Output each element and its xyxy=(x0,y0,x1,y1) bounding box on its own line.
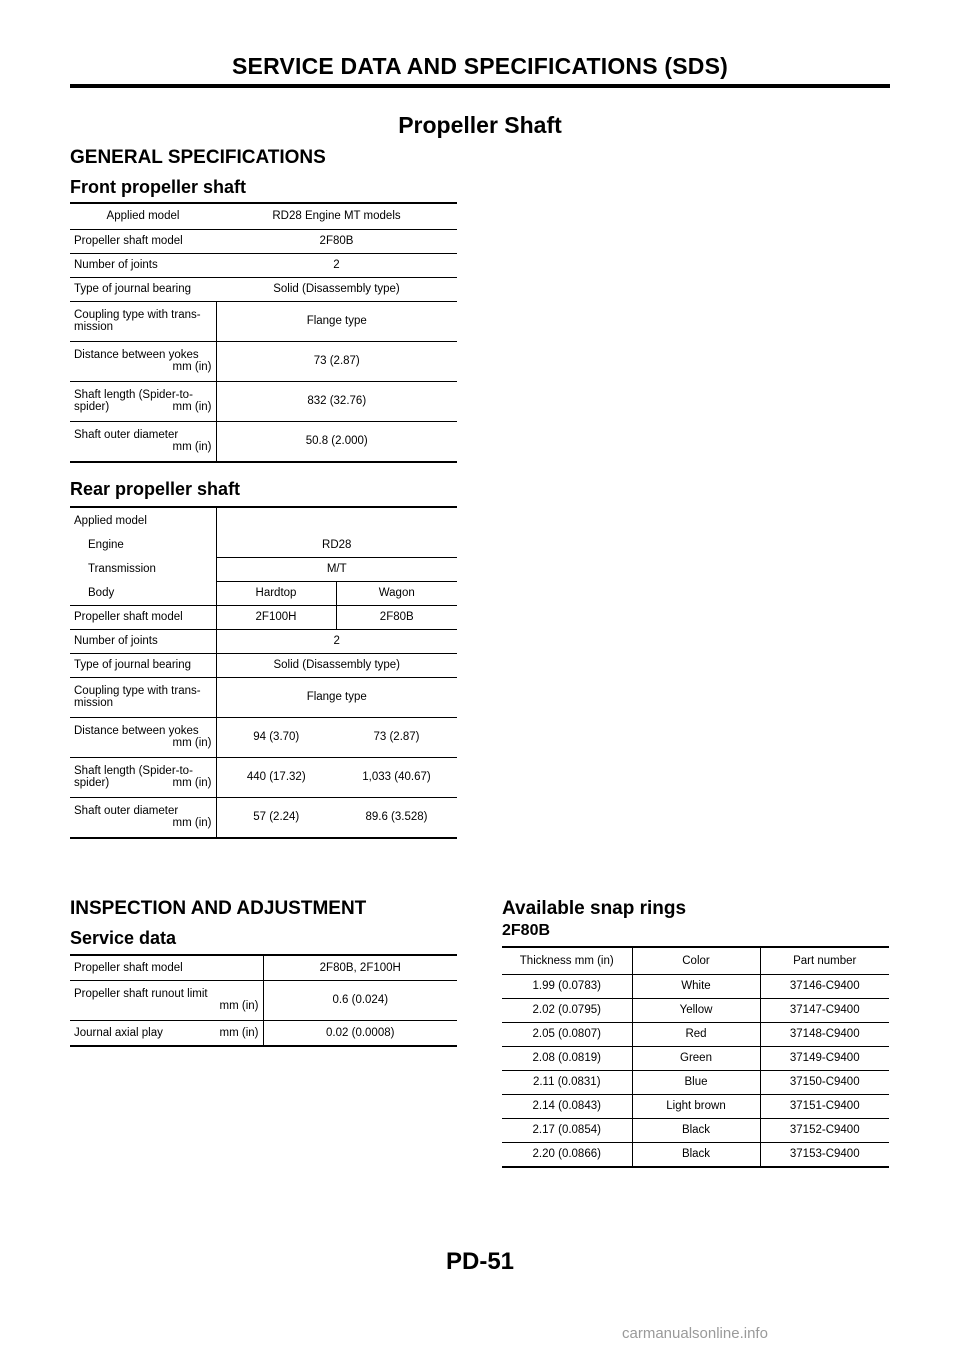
body-wagon: Wagon xyxy=(336,581,457,605)
table-row xyxy=(70,229,457,253)
table-row xyxy=(70,203,457,229)
coupling-value: Flange type xyxy=(216,301,457,341)
snap-rings-heading: Available snap rings xyxy=(502,898,687,919)
general-specifications-heading: GENERAL SPECIFICATIONS xyxy=(70,147,326,168)
body-label: Body xyxy=(70,581,216,605)
joints-label: Number of joints xyxy=(70,629,216,653)
runout-label xyxy=(70,980,263,1020)
table-row xyxy=(70,301,457,341)
table-row xyxy=(70,955,457,980)
length-unit: mm (in) xyxy=(172,401,212,413)
color-cell: Black xyxy=(632,1118,760,1142)
part-number-cell: 37149-C9400 xyxy=(760,1046,889,1070)
part-number-cell: 37152-C9400 xyxy=(760,1118,889,1142)
yokes-v1: 94 (3.70) xyxy=(216,717,336,757)
table-row xyxy=(502,974,889,998)
table-row xyxy=(70,581,457,605)
axial-play-label-text: Journal axial play xyxy=(74,1026,163,1039)
snap-rings-table xyxy=(502,946,889,1168)
table-row xyxy=(502,1046,889,1070)
column-header-color: Color xyxy=(632,947,760,974)
table-row xyxy=(70,757,457,797)
thickness-cell: 2.02 (0.0795) xyxy=(502,998,632,1022)
length-label-line2: spider) xyxy=(74,401,110,413)
length-unit: mm (in) xyxy=(172,777,212,789)
table-row xyxy=(70,605,457,629)
table-row xyxy=(502,1022,889,1046)
color-cell: Green xyxy=(632,1046,760,1070)
length-label xyxy=(70,381,216,421)
length-value: 832 (32.76) xyxy=(216,381,457,421)
shaft-model-value: 2F80B xyxy=(216,229,457,253)
table-row xyxy=(70,980,457,1020)
part-number-cell: 37147-C9400 xyxy=(760,998,889,1022)
table-row xyxy=(70,1020,457,1046)
color-cell: White xyxy=(632,974,760,998)
coupling-value: Flange type xyxy=(216,677,457,717)
service-data-heading: Service data xyxy=(70,928,177,948)
runout-value: 0.6 (0.024) xyxy=(263,980,457,1020)
front-propeller-shaft-heading: Front propeller shaft xyxy=(70,177,247,197)
shaft-model-v1: 2F100H xyxy=(216,605,336,629)
diameter-value: 50.8 (2.000) xyxy=(216,421,457,462)
inspection-heading: INSPECTION AND ADJUSTMENT xyxy=(70,898,367,919)
color-cell: Black xyxy=(632,1142,760,1167)
transmission-label: Transmission xyxy=(70,557,216,581)
engine-value: RD28 xyxy=(216,533,457,557)
diameter-label xyxy=(70,421,216,462)
applied-model-value: RD28 Engine MT models xyxy=(216,203,457,229)
thickness-cell: 2.17 (0.0854) xyxy=(502,1118,632,1142)
table-row xyxy=(502,998,889,1022)
diameter-label-line1: Shaft outer diameter xyxy=(74,805,179,818)
engine-label: Engine xyxy=(70,533,216,557)
header-rule xyxy=(70,84,890,88)
coupling-label xyxy=(70,677,216,717)
table-row xyxy=(70,557,457,581)
watermark: carmanualsonline.info xyxy=(622,1325,768,1342)
length-label-line1: Shaft length (Spider-to- xyxy=(74,389,193,401)
diameter-label xyxy=(70,797,216,838)
table-row xyxy=(70,677,457,717)
page-number: PD-51 xyxy=(445,1248,515,1275)
coupling-label-line1: Coupling type with trans- xyxy=(74,685,201,697)
rear-propeller-shaft-heading: Rear propeller shaft xyxy=(70,479,241,499)
color-cell: Red xyxy=(632,1022,760,1046)
diameter-unit: mm (in) xyxy=(172,817,212,830)
table-row xyxy=(70,507,457,533)
table-row xyxy=(70,341,457,381)
table-row xyxy=(70,629,457,653)
diameter-v1: 57 (2.24) xyxy=(216,797,336,838)
axial-play-label xyxy=(70,1020,263,1046)
thickness-cell: 1.99 (0.0783) xyxy=(502,974,632,998)
yokes-label-line1: Distance between yokes xyxy=(74,349,199,361)
diameter-label-line1: Shaft outer diameter xyxy=(74,429,179,442)
service-model-label: Propeller shaft model xyxy=(70,955,263,980)
yokes-label-line1: Distance between yokes xyxy=(74,725,199,737)
bearing-label: Type of journal bearing xyxy=(70,277,216,301)
yokes-label xyxy=(70,341,216,381)
snap-rings-subheading: 2F80B xyxy=(502,922,551,939)
table-row xyxy=(70,533,457,557)
doc-title: Propeller Shaft xyxy=(398,112,562,138)
part-number-cell: 37148-C9400 xyxy=(760,1022,889,1046)
diameter-unit: mm (in) xyxy=(172,441,212,454)
part-number-cell: 37146-C9400 xyxy=(760,974,889,998)
applied-model-label: Applied model xyxy=(70,203,216,229)
shaft-model-label: Propeller shaft model xyxy=(70,229,216,253)
yokes-value: 73 (2.87) xyxy=(216,341,457,381)
part-number-cell: 37153-C9400 xyxy=(760,1142,889,1167)
length-label-line2: spider) xyxy=(74,777,110,789)
column-header-part-number: Part number xyxy=(760,947,889,974)
coupling-label-line1: Coupling type with trans- xyxy=(74,309,201,321)
thickness-cell: 2.11 (0.0831) xyxy=(502,1070,632,1094)
part-number-cell: 37151-C9400 xyxy=(760,1094,889,1118)
joints-label: Number of joints xyxy=(70,253,216,277)
thickness-cell: 2.20 (0.0866) xyxy=(502,1142,632,1167)
applied-model-label: Applied model xyxy=(70,507,216,533)
thickness-cell: 2.14 (0.0843) xyxy=(502,1094,632,1118)
table-row xyxy=(70,277,457,301)
coupling-label-line2: mission xyxy=(74,321,113,333)
table-row xyxy=(502,1070,889,1094)
table-row xyxy=(70,421,457,462)
table-row xyxy=(70,653,457,677)
front-shaft-table xyxy=(70,202,457,463)
table-row xyxy=(70,381,457,421)
column-header-thickness: Thickness mm (in) xyxy=(502,947,632,974)
axial-play-unit: mm (in) xyxy=(219,1026,259,1039)
header-title: SERVICE DATA AND SPECIFICATIONS (SDS) xyxy=(232,53,728,79)
service-data-table xyxy=(70,954,457,1047)
joints-value: 2 xyxy=(216,629,457,653)
yokes-v2: 73 (2.87) xyxy=(336,717,457,757)
bearing-value: Solid (Disassembly type) xyxy=(216,277,457,301)
table-row xyxy=(70,253,457,277)
axial-play-value: 0.02 (0.0008) xyxy=(263,1020,457,1046)
part-number-cell: 37150-C9400 xyxy=(760,1070,889,1094)
yokes-unit: mm (in) xyxy=(172,737,212,749)
length-label xyxy=(70,757,216,797)
table-row xyxy=(70,717,457,757)
yokes-unit: mm (in) xyxy=(172,361,212,373)
runout-unit: mm (in) xyxy=(219,1000,259,1012)
service-model-value: 2F80B, 2F100H xyxy=(263,955,457,980)
length-v2: 1,033 (40.67) xyxy=(336,757,457,797)
coupling-label xyxy=(70,301,216,341)
body-hardtop: Hardtop xyxy=(216,581,336,605)
shaft-model-v2: 2F80B xyxy=(336,605,457,629)
shaft-model-label: Propeller shaft model xyxy=(70,605,216,629)
table-row xyxy=(70,797,457,838)
thickness-cell: 2.05 (0.0807) xyxy=(502,1022,632,1046)
joints-value: 2 xyxy=(216,253,457,277)
table-row xyxy=(502,1142,889,1167)
thickness-cell: 2.08 (0.0819) xyxy=(502,1046,632,1070)
runout-label-line1: Propeller shaft runout limit xyxy=(74,988,208,1000)
color-cell: Blue xyxy=(632,1070,760,1094)
table-row xyxy=(502,1094,889,1118)
coupling-label-line2: mission xyxy=(74,697,113,709)
diameter-v2: 89.6 (3.528) xyxy=(336,797,457,838)
table-header-row xyxy=(502,947,889,974)
yokes-label xyxy=(70,717,216,757)
bearing-value: Solid (Disassembly type) xyxy=(216,653,457,677)
transmission-value: M/T xyxy=(216,557,457,581)
color-cell: Yellow xyxy=(632,998,760,1022)
table-row xyxy=(502,1118,889,1142)
rear-shaft-table xyxy=(70,506,457,839)
bearing-label: Type of journal bearing xyxy=(70,653,216,677)
length-label-line1: Shaft length (Spider-to- xyxy=(74,765,193,777)
color-cell: Light brown xyxy=(632,1094,760,1118)
length-v1: 440 (17.32) xyxy=(216,757,336,797)
